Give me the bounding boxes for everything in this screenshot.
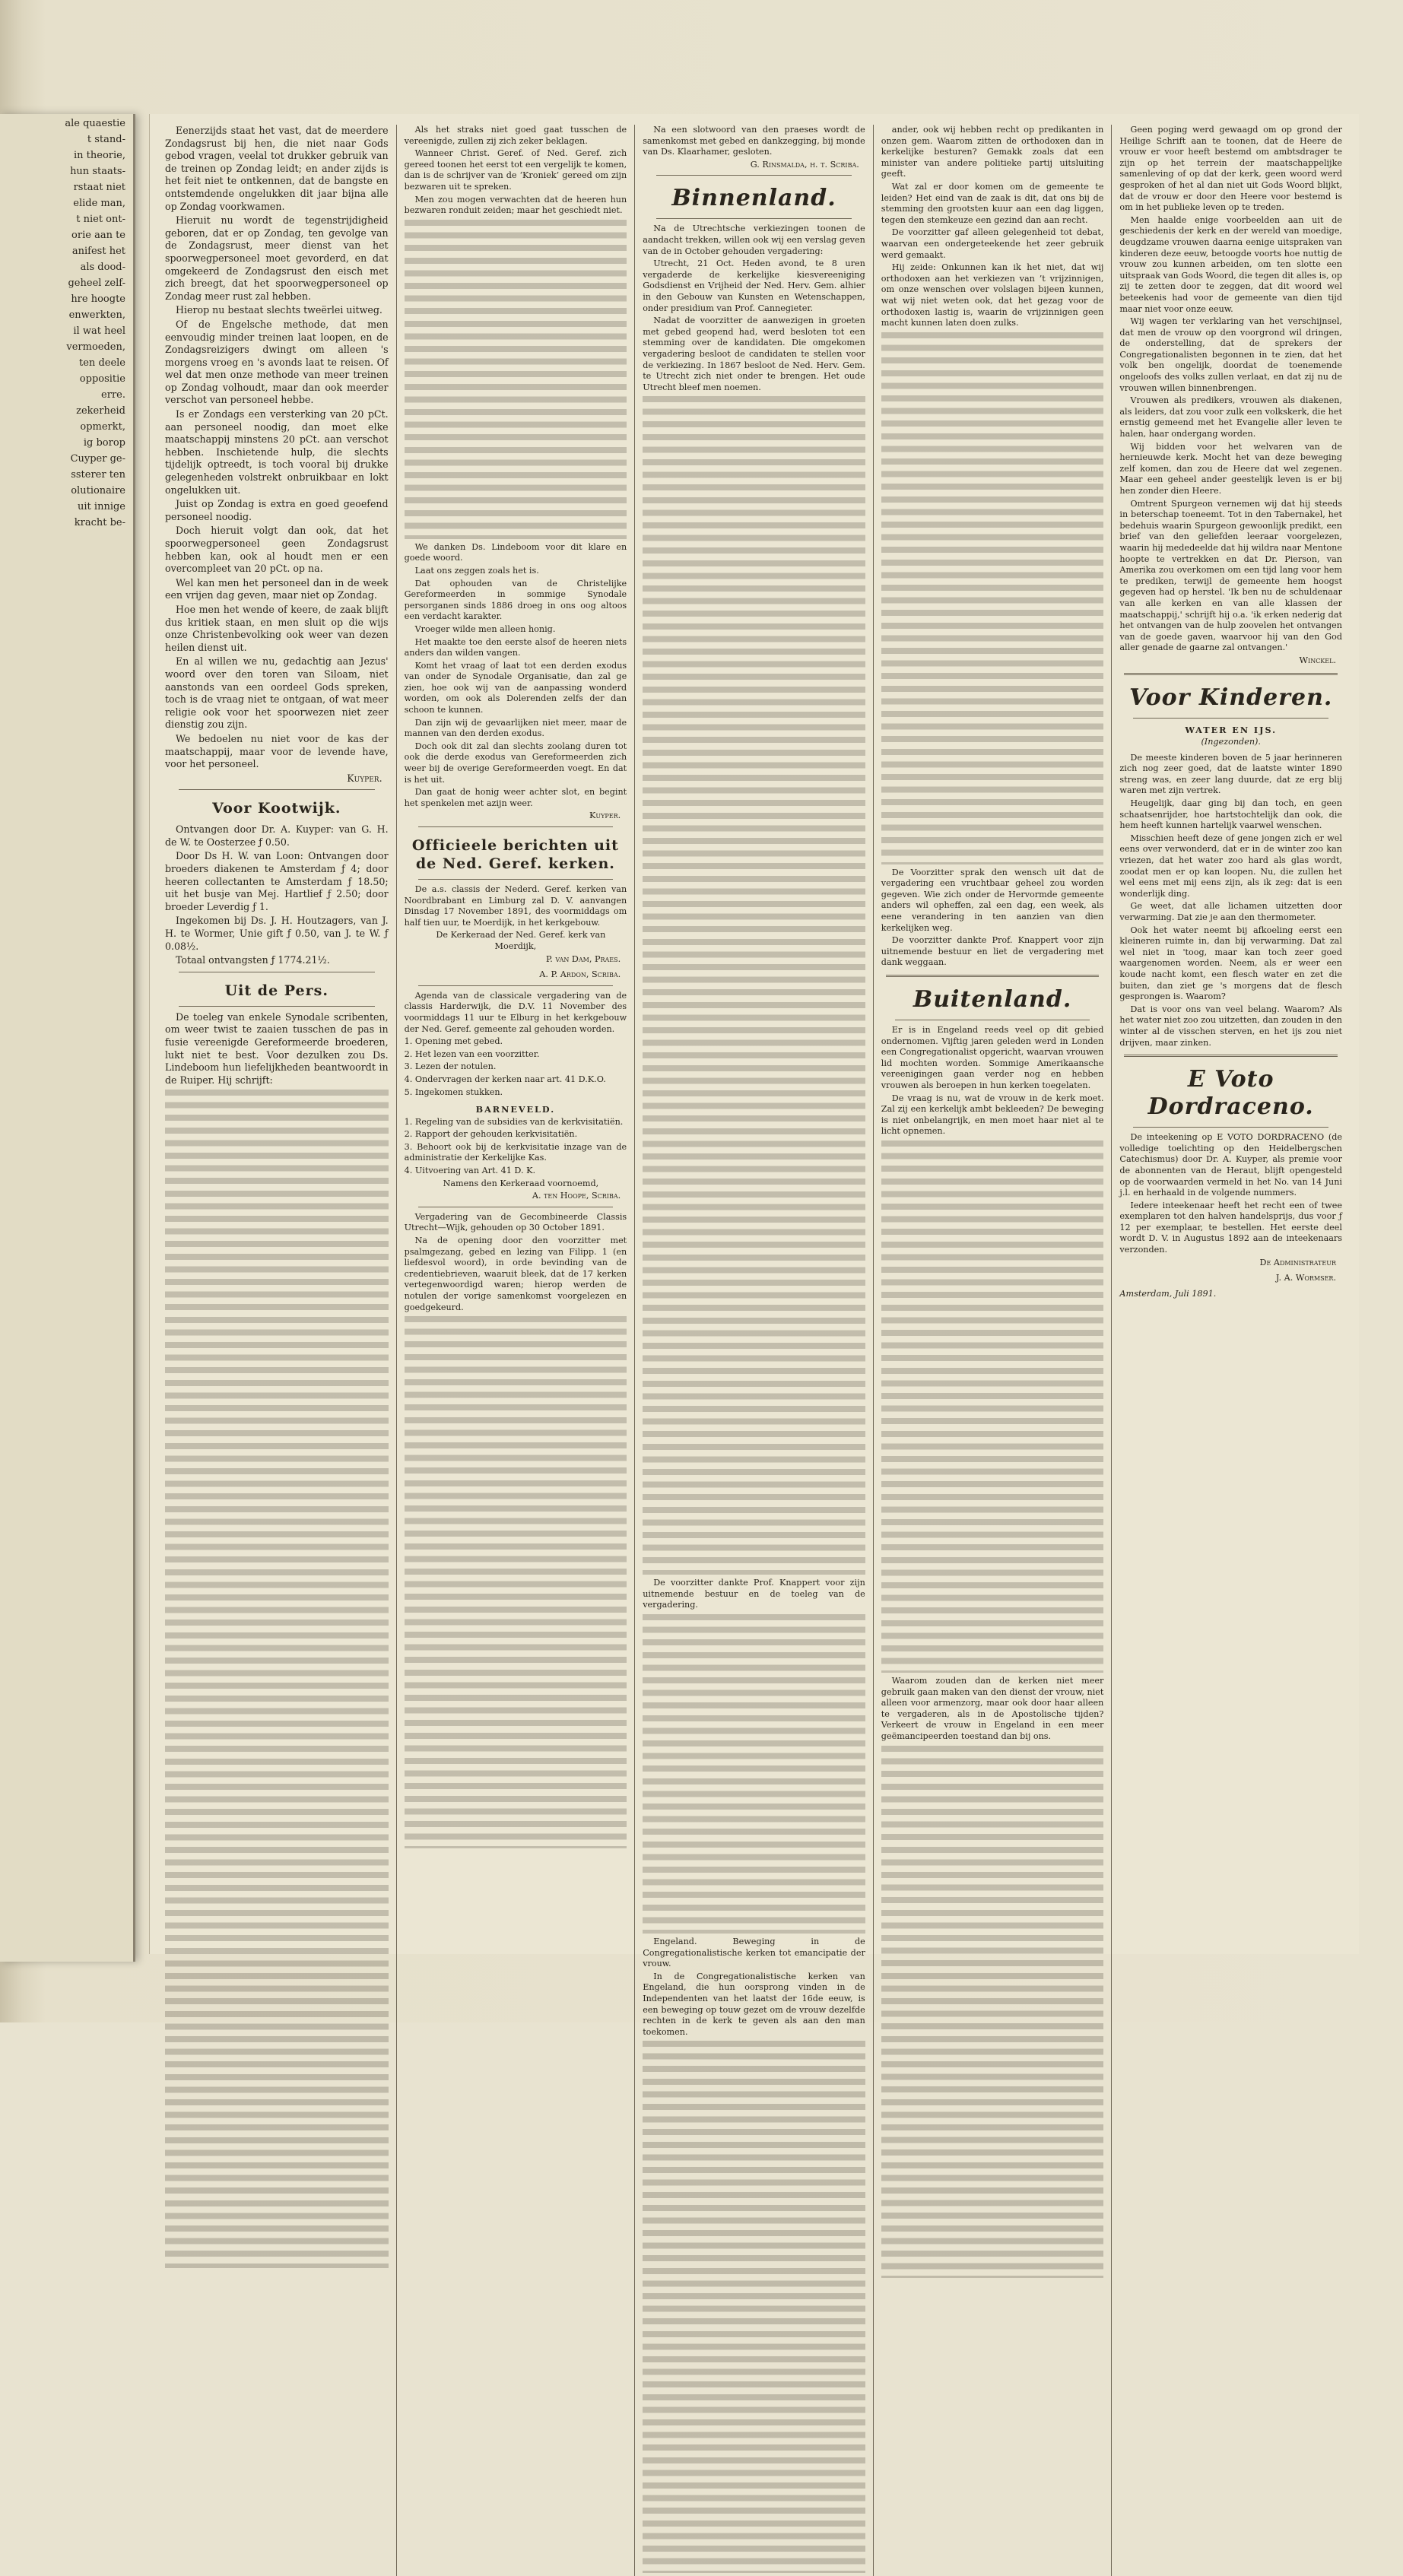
paragraph: Hij zeide: Onkunnen kan ik het niet, dat wij orthodoxen aan het verkiezen van ’t vrijzinnigen, om onze wenschen over volslagen bijeen kunnen, wat wij niet weten ook, dat het gezag voor de orthodoxen lastig is, waarin de vrijzinnigen geen macht kunnen laten doen zulks. bbox=[881, 262, 1104, 328]
dense-text-block bbox=[643, 1614, 865, 1934]
left-facing-page-fragment bbox=[0, 114, 135, 1962]
signature: De Administrateur bbox=[1259, 1257, 1336, 1267]
paragraph: Het maakte toe den eerste alsof de heeren niets anders dan wilden vangen. bbox=[404, 636, 627, 658]
divider bbox=[886, 975, 1100, 977]
column-3 bbox=[634, 125, 873, 2576]
section-heading-voor-kootwijk: Voor Kootwijk. bbox=[212, 800, 341, 817]
paragraph: Doch ook dit zal dan slechts zoolang duren tot ook die derde exodus van Gereformeerden zich weer bij de overige Gereformeerden voegt. En dat is het uit. bbox=[404, 741, 627, 785]
paragraph: Iedere inteekenaar heeft het recht een of twee exemplaren tot den halven handelsprijs, dus voor ƒ 12 per exemplaar, te bestellen. Het eerste deel wordt D. V. in Augustus 1892 aan de inteekenaars verzonden. bbox=[1119, 1200, 1342, 1255]
signature: Kuyper. bbox=[589, 811, 621, 821]
section-heading-uit-de-pers: Uit de Pers. bbox=[224, 982, 329, 999]
newspaper-page bbox=[149, 114, 1359, 2037]
dense-text-block bbox=[881, 1746, 1104, 2278]
section-heading-voor-kinderen: Voor Kinderen. bbox=[1129, 684, 1333, 711]
paragraph: Vrouwen als predikers, vrouwen als diakenen, als leiders, dat zou voor zulk een volkskerk, die het ernstig gemeend met het Evangelie aller leven te halen, haar ondergang worden. bbox=[1119, 395, 1342, 439]
paragraph: Als het straks niet goed gaat tusschen de vereenigde, zullen zij zich zeker beklagen. bbox=[404, 125, 627, 146]
left-fragment-line: in theorie, bbox=[74, 150, 125, 161]
paragraph: Wat zal er door komen om de gemeente te leiden? Het eind van de zaak is dit, dat ons bij de stemming den grootsten kuur aan een dag liggen, tegen den stemkeuze een gezind dan aan recht. bbox=[881, 181, 1104, 225]
paragraph: De Voorzitter sprak den wensch uit dat de vergadering een vruchtbaar geheel zou worden gegeven. Wie zich onder de Hervormde gemeente anders wil opheffen, zal een dag, een week, als eene verandering in ten aanzien van dien kerkelijken weg. bbox=[881, 867, 1104, 933]
paragraph: Ge weet, dat alle lichamen uitzetten door verwarming. Dat zie je aan den thermometer. bbox=[1119, 901, 1342, 922]
left-fragment-line: t stand- bbox=[87, 134, 125, 145]
paragraph: De vraag is nu, wat de vrouw in de kerk moet. Zal zij een kerkelijk ambt bekleeden? De beweging is niet onbelangrijk, en men moet haar niet al te licht opnemen. bbox=[881, 1093, 1104, 1137]
divider bbox=[1133, 718, 1328, 719]
divider bbox=[1133, 1127, 1328, 1128]
left-fragment-line: vermoeden, bbox=[66, 341, 125, 353]
paragraph: Men haalde enige voorbeelden aan uit de geschiedenis der kerk en der wereld van moedige, deugdzame vrouwen daarna eenige uitspraken van kinderen deze eeuw, betoogde voorts hoe nuttig de vrouw zou kunnen arbeiden, om ten slotte een uitspraak van Gods Woord, die tegen dit alles is, op zij te zetten door te zeggen, dat dit woord wel beteekenis had voor de gemeente van dien tijd maar niet voor onze eeuw. bbox=[1119, 214, 1342, 314]
dense-text-block bbox=[881, 332, 1104, 864]
paragraph: Misschien heeft deze of gene jongen zich er wel eens over verwonderd, dat er in de winter zoo kan vriezen, dat het water zoo hard als glas wordt, zoodat men er op kan loopen. Nu, die zullen het wel eens met mij eens zijn, als ik zeg: dat is een wonderlijk ding. bbox=[1119, 833, 1342, 899]
paragraph: Dat is voor ons van veel belang. Waarom? Als het water niet zoo zou uitzetten, dan zouden in den winter al de visschen sterven, en het ijs zou niet drijven, maar zinken. bbox=[1119, 1004, 1342, 1048]
paragraph: Heugelijk, daar ging bij dan toch, en geen schaatsenrijder, hoe hartstochtelijk dan ook, die hem heeft kunnen hartelijk vaarwel wenschen. bbox=[1119, 798, 1342, 831]
paragraph: ander, ook wij hebben recht op predikanten in onzen gem. Waarom zitten de orthodoxen dan in kerkelijke besturen? Gemakk zoals dat een minister van andere politieke partij uitsluiting geeft. bbox=[881, 125, 1104, 179]
left-fragment-line: orie aan te bbox=[71, 230, 125, 241]
agenda-item: 2. Rapport der gehouden kerkvisitatiën. bbox=[404, 1129, 578, 1140]
left-fragment-line: erre. bbox=[101, 389, 125, 401]
column-5 bbox=[1111, 125, 1350, 2576]
paragraph: Wel kan men het personeel dan in de week een vrijen dag geven, maar niet op Zondag. bbox=[165, 576, 389, 601]
signature: A. P. Ardon, Scriba. bbox=[539, 969, 621, 980]
article-subtitle: (Ingezonden). bbox=[1201, 737, 1261, 747]
left-fragment-line: elide man, bbox=[73, 198, 125, 209]
signature: Kuyper. bbox=[347, 772, 382, 784]
paragraph: Namens den Kerkeraad voornoemd, bbox=[443, 1178, 599, 1188]
paragraph: Wanneer Christ. Geref. of Ned. Geref. zich gereed toonen het eerst tot een vergelijk te komen, dan is de schrijver van de ‘Kroniek’ gereed om zijn bezwaren uit te spreken. bbox=[404, 148, 627, 192]
paragraph: De Kerkeraad der Ned. Geref. kerk van Moerdijk, bbox=[436, 930, 606, 951]
divider bbox=[1124, 1055, 1338, 1057]
paragraph: Na de opening door den voorzitter met psalmgezang, gebed en lezing van Filipp. 1 (en liefdesvol woord), in orde bevinding van de credentiebrieven, waaruit bleek, dat de 17 kerken vertegenwoordigd waren; hierop werden de notulen der vorige samenkomst voorgelezen en goedgekeurd. bbox=[404, 1236, 627, 1312]
paragraph: Komt het vraag of laat tot een derden exodus van onder de Synodale Organisatie, dan zal ge zien, hoe ook wij van de aanpassing wonderd worden, om ook als Dolerenden zelfs der dan schoon te kunnen. bbox=[404, 660, 627, 715]
divider bbox=[656, 175, 852, 176]
dense-text-block bbox=[405, 1316, 627, 1848]
section-heading-binnenland: Binnenland. bbox=[671, 185, 836, 212]
left-fragment-line: ssterer ten bbox=[71, 469, 125, 481]
agenda-item: 1. Opening met gebed. bbox=[404, 1036, 503, 1047]
paragraph: Nadat de voorzitter de aanwezigen in groeten met gebed geopend had, werd besloten tot een stemming over de kandidaten. Die omgekomen vergadering besloot de candidaten te stellen voor de verkiezing. In 1867 besloot de Ned. Herv. Gem. te Utrecht zich niet onder te brengen. Het oude Utrecht bleef men noemen. bbox=[643, 316, 865, 392]
paragraph: Is er Zondags een versterking van 20 pCt. aan personeel noodig, dan moet elke maatschappij minstens 20 pCt. aan verschot hebben. Inschietende hulp, die slechts tijdelijk optreedt, is toch vooral bij drukke gelegenheden volstrekt onbruikbaar en lokt ongelukken uit. bbox=[165, 408, 389, 496]
paragraph: Agenda van de classicale vergadering van de classis Harderwijk, die D.V. 11 November des voormiddags 11 uur te Elburg in het kerkgebouw der Ned. Geref. gemeente zal gehouden worden. bbox=[404, 990, 627, 1034]
agenda-item: 5. Ingekomen stukken. bbox=[404, 1087, 503, 1097]
left-fragment-line: hun staats- bbox=[70, 166, 125, 177]
divider bbox=[418, 826, 614, 827]
paragraph: Doch hieruit volgt dan ook, dat het spoorwegpersoneel geen Zondagsrust hebben kan, ook al houdt men er een overcompleet van 20 pCt. op na. bbox=[165, 525, 389, 575]
paragraph: In de Congregationalistische kerken van Engeland, die hun oorsprong vinden in de Independenten van het laatst der 16de eeuw, is een beweging op touw gezet om de vrouw dezelfde rechten in de kerk te geven als aan den man toekomen. bbox=[643, 1971, 865, 2037]
paragraph: Na de Utrechtsche verkiezingen toonen de aandacht trekken, willen ook wij een verslag geven van de in October gehouden vergadering: bbox=[643, 224, 865, 256]
paragraph: Hoe men het wende of keere, de zaak blijft dus kritiek staan, en men sluit op die wijs onze Christenbevolking ook weer van dezen heilen dienst uit. bbox=[165, 603, 389, 653]
paragraph: Vroeger wilde men alleen honig. bbox=[414, 623, 556, 634]
dateline: Amsterdam, Juli 1891. bbox=[1119, 1288, 1217, 1299]
left-fragment-line: kracht be- bbox=[74, 517, 125, 528]
dense-text-block bbox=[643, 2041, 865, 2573]
dense-text-block bbox=[165, 1090, 389, 2268]
paragraph: De voorzitter dankte Prof. Knappert voor zijn uitnemende bestuur en de toeleg van de vergadering. bbox=[643, 1578, 865, 1610]
signature: G. Rinsmalda, h. t. Scriba. bbox=[750, 159, 859, 170]
section-heading-e-voto-dordraceno: E Voto Dordraceno. bbox=[1147, 1066, 1314, 1121]
left-fragment-line: als dood- bbox=[80, 262, 125, 273]
paragraph: De inteekening op E VOTO DORDRACENO (de volledige toelichting op den Heidelbergschen Catechismus) door Dr. A. Kuyper, als premie voor de abonnenten van de Heraut, blijft opengesteld op de voorwaarden vermeld in het No. van 14 Juni j.l. en herhaald in de volgende nummers. bbox=[1119, 1132, 1342, 1198]
left-fragment-line: opmerkt, bbox=[80, 421, 125, 433]
section-heading-officieele-berichten: Officieele berichten uit de Ned. Geref. kerken. bbox=[411, 837, 619, 872]
paragraph: Men zou mogen verwachten dat de heeren hun bezwaren ronduit zeiden; maar het geschiedt niet. bbox=[404, 194, 627, 216]
paragraph: De voorzitter dankte Prof. Knappert voor zijn uitnemende bestuur en liet de vergadering met dank weggaan. bbox=[881, 935, 1104, 968]
paragraph: Dan zijn wij de gevaarlijken niet meer, maar de mannen van den derden exodus. bbox=[404, 717, 627, 739]
paragraph: Utrecht, 21 Oct. Heden avond, te 8 uren vergaderde de kerkelijke kiesvereeniging Godsdienst en Vrijheid der Ned. Herv. Gem. alhier in den Gebouw van Kunsten en Wetenschappen, onder presidium van Prof. Cannegieter. bbox=[643, 259, 865, 313]
left-fragment-line: geheel zelf- bbox=[68, 278, 125, 289]
paragraph: Vergadering van de Gecombineerde Classis Utrecht—Wijk, gehouden op 30 October 1891. bbox=[404, 1211, 627, 1233]
place-heading: BARNEVELD. bbox=[475, 1104, 556, 1115]
paragraph: Laat ons zeggen zoals het is. bbox=[414, 565, 539, 576]
paragraph: We bedoelen nu niet voor de kas der maatschappij, maar voor de levende have, voor het personeel. bbox=[165, 732, 389, 770]
agenda-item: 3. Lezen der notulen. bbox=[404, 1061, 497, 1072]
left-fragment-line: t niet ont- bbox=[76, 214, 125, 225]
paragraph: En al willen we nu, gedachtig aan Jezus' woord over den toren van Siloam, niet aanstonds van een oordeel Gods spreken, toch is de vraag niet te ontgaan, of wat meer religie ook voor het spoorwezen niet zeer dienstig zou zijn. bbox=[165, 655, 389, 731]
section-heading-buitenland: Buitenland. bbox=[913, 986, 1072, 1014]
paragraph: Of de Engelsche methode, dat men eenvoudig minder treinen laat loopen, en de Zondagsreizigers dwingt om alleen 's morgens vroeg en 's avonds laat te reisen. Of wel dat men onze methode van meer treinen op Zondag volhoudt, maar dan ook meerder verschot van personeel hebbe. bbox=[165, 318, 389, 406]
left-fragment-line: hre hoogte bbox=[71, 293, 125, 305]
dense-text-block bbox=[405, 220, 627, 539]
paragraph: De voorzitter gaf alleen gelegenheid tot debat, waarvan een ondergeteekende het zeer gebruik werd gemaakt. bbox=[881, 227, 1104, 260]
signature: A. ten Hoope, Scriba. bbox=[532, 1191, 621, 1201]
divider bbox=[418, 985, 614, 986]
column-4 bbox=[873, 125, 1112, 2576]
left-fragment-line: zekerheid bbox=[76, 405, 125, 417]
article-title: WATER EN IJS. bbox=[1185, 724, 1278, 735]
divider bbox=[1124, 673, 1338, 675]
paragraph: Ingekomen bij Ds. J. H. Houtzagers, van J. H. te Wormer, Unie gift ƒ 0.50, van J. te W. ƒ 0.08½. bbox=[165, 915, 389, 952]
signature: J. A. Wormser. bbox=[1275, 1273, 1336, 1283]
paragraph: Door Ds H. W. van Loon: Ontvangen door broeders diakenen te Amsterdam ƒ 4; door heeren collectanten te Amsterdam ƒ 18.50; uit het busje van Mej. Hartlief ƒ 2.50; door broeder Leverdig ƒ 1. bbox=[165, 850, 389, 912]
left-fragment-line: ig borop bbox=[83, 437, 125, 449]
signature: P. van Dam, Praes. bbox=[545, 953, 621, 964]
paragraph: Hierop nu bestaat slechts tweërlei uitweg. bbox=[176, 304, 382, 316]
left-fragment-line: ten deele bbox=[79, 357, 125, 369]
paragraph: Ontvangen door Dr. A. Kuyper: van G. H. de W. te Oosterzee ƒ 0.50. bbox=[165, 823, 389, 848]
left-page-text bbox=[0, 114, 133, 529]
paragraph: Geen poging werd gewaagd om op grond der Heilige Schrift aan te toonen, dat de Heere de vrouw er voor heeft bestemd om ambtsdrager te zijn op het terrein der maatschappelijke samenleving of op dat der kerk, geen woord werd gesproken of het al dan niet uit Gods Woord blijkt, dat de vrouw er door den Heere voor bestemd is om in het publieke leven op te treden. bbox=[1119, 125, 1342, 213]
divider bbox=[418, 879, 614, 880]
dense-text-block bbox=[881, 1140, 1104, 1673]
paragraph: We danken Ds. Lindeboom voor dit klare en goede woord. bbox=[404, 541, 627, 563]
divider bbox=[656, 218, 852, 219]
signature: Winckel. bbox=[1299, 655, 1336, 665]
paragraph: Totaal ontvangsten ƒ 1774.21½. bbox=[176, 954, 330, 966]
paragraph: Omtrent Spurgeon vernemen wij dat hij steeds in beterschap toeneemt. Tot in den Tabernakel, het bedehuis waarin Spurgeon gewoonlijk predikt, een brief van den geliefden leeraar voorgelezen, waarin hij mededeelde dat hij wildra naar Mentone hoopte te vertrekken en dat Dr. Pierson, van Amerika zou overkomen om een tijd lang voor hem te prediken, terwijl de gemeente hem hoogst gegeven had op herstel. 'Ik ben nu de schuldenaar van alle kerken en van alle klassen der maatschappij,' schrijft hij o.a. 'ik erken nederig dat het ontvangen van de hulp zoovelen het ontvangen van de goede gaven, waarvoor hij van den God aller genade de gaarne zal ontvangen.' bbox=[1119, 498, 1342, 653]
column-1 bbox=[157, 125, 396, 2576]
paragraph: De toeleg van enkele Synodale scribenten, om weer twist te zaaien tusschen de pas in fusie vereenigde Gereformeerde broederen, lukt niet te best. Voor dezulken zou Ds. Lindeboom hun liefelijkheden beantwoordt in de Ruiper. Hij schrijft: bbox=[165, 1010, 389, 1086]
column-2 bbox=[396, 125, 635, 2576]
agenda-item: 1. Regeling van de subsidies van de kerkvisitatiën. bbox=[404, 1116, 624, 1127]
paragraph: Waarom zouden dan de kerken niet meer gebruik gaan maken van den dienst der vrouw, niet alleen voor armenzorg, maar ook door haar alleen te vergaderen, als in de Apostolische tijden? Verkeert de vrouw in Engeland in een meer geëmancipeerden toestand dan bij ons. bbox=[881, 1675, 1104, 1741]
paragraph: Er is in Engeland reeds veel op dit gebied ondernomen. Vijftig jaren geleden werd in Londen een Congregationalist opgericht, waarvan vrouwen lid mochten worden. Sommige Amerikaansche vereenigingen gaan verder nog en hebben vrouwen als beroepen in hun kerken toegelaten. bbox=[881, 1025, 1104, 1090]
left-fragment-line: oppositie bbox=[79, 373, 125, 385]
paragraph: Wij bidden voor het welvaren van de hernieuwde kerk. Mocht het van deze beweging zelf komen, dan zou de Heere dat wel zegenen. Maar een geheel ander geestelijk leven is er bij hen zonder dien Heere. bbox=[1119, 441, 1342, 496]
paragraph: Wij wagen ter verklaring van het verschijnsel, dat men de vrouw op den voorgrond wil dringen, de onderstelling, dat de sprekers der Congregationalisten begonnen in te zien, dat het volk ben ongelijk, doordat de toenemende ongeloofs des volks zullen verlaat, en dat zij nu de vrouwen willen binnenbrengen. bbox=[1119, 316, 1342, 393]
agenda-item: 4. Ondervragen der kerken naar art. 41 D.K.O. bbox=[404, 1074, 606, 1084]
left-fragment-line: rstaat niet bbox=[73, 182, 125, 193]
agenda-item: 4. Uitvoering van Art. 41 D. K. bbox=[404, 1166, 536, 1176]
paragraph: De a.s. classis der Nederd. Geref. kerken van Noordbrabant en Limburg zal D. V. aanvangen Dinsdag 17 November 1891, des voormiddags om half tien uur, te Moerdijk, in het kerkgebouw. bbox=[404, 884, 627, 928]
divider bbox=[179, 789, 375, 790]
left-fragment-line: il wat heel bbox=[73, 325, 125, 337]
paragraph: Engeland. Beweging in de Congregationalistische kerken tot emancipatie der vrouw. bbox=[643, 1937, 865, 1969]
left-fragment-line: enwerkten, bbox=[68, 309, 125, 321]
left-fragment-line: ale quaestie bbox=[65, 118, 125, 129]
dense-text-block bbox=[643, 396, 865, 1575]
left-fragment-line: anifest het bbox=[71, 246, 125, 257]
left-fragment-line: olutionaire bbox=[71, 485, 125, 496]
paragraph: Eenerzijds staat het vast, dat de meerdere Zondagsrust bij hen, die niet naar Gods gebod vragen, veelal tot drukker gebruik van de treinen op Zondag leidt; en ander zijds is het feit niet te ontkennen, dat de bangste en ontstemdende ongelukken dit jaar bijna alle op Zondag voorkwamen. bbox=[165, 125, 389, 212]
paragraph: Ook het water neemt bij afkoeling eerst een kleineren ruimte in, dan bij verwarming. Dat zal wel niet in 'toog, maar kan toch zeer goed waargenomen worden. Neem, als er weer een koude nacht komt, een flesch water en zet die buiten, dan ziet ge 's morgens dat de flesch gesprongen is. Waarom? bbox=[1119, 925, 1342, 1002]
paragraph: Na een slotwoord van den praeses wordt de samenkomst met gebed en dankzegging, bij monde van Ds. Klaarhamer, gesloten. bbox=[643, 125, 865, 157]
paragraph: Juist op Zondag is extra en goed geoefend personeel noodig. bbox=[165, 498, 389, 522]
column-grid bbox=[157, 125, 1350, 2037]
agenda-item: 3. Behoort ook bij de kerkvisitatie inzage van de administratie der Kerkelijke Kas. bbox=[404, 1141, 627, 1163]
paragraph: Dat ophouden van de Christelijke Gereformeerden in sommige Synodale persorganen sinds 1886 droeg in ons oog altoos een verdacht karakter. bbox=[404, 578, 627, 622]
divider bbox=[179, 1006, 375, 1007]
paragraph: De meeste kinderen boven de 5 jaar herinneren zich nog zeer goed, dat de laatste winter 1890 streng was, en zeer lang duurde, dat ze erg blij waren met zijn vertrek. bbox=[1119, 752, 1342, 796]
paragraph: Dan gaat de honig weer achter slot, en begint het spenkelen met azijn weer. bbox=[404, 787, 627, 808]
left-fragment-line: uit innige bbox=[78, 501, 125, 512]
paragraph: Hieruit nu wordt de tegenstrijdigheid geboren, dat er op Zondag, ten gevolge van de Zondagsrust, meer dienst van het spoorwegpersoneel moet gevorderd, en dat omgekeerd de Zondagsrust den eisch met zich breegt, dat het spoorwegpersoneel op Zondag meer rust zal hebben. bbox=[165, 214, 389, 302]
left-fragment-line: Cuyper ge- bbox=[70, 453, 125, 465]
agenda-item: 2. Het lezen van een voorzitter. bbox=[404, 1048, 540, 1059]
